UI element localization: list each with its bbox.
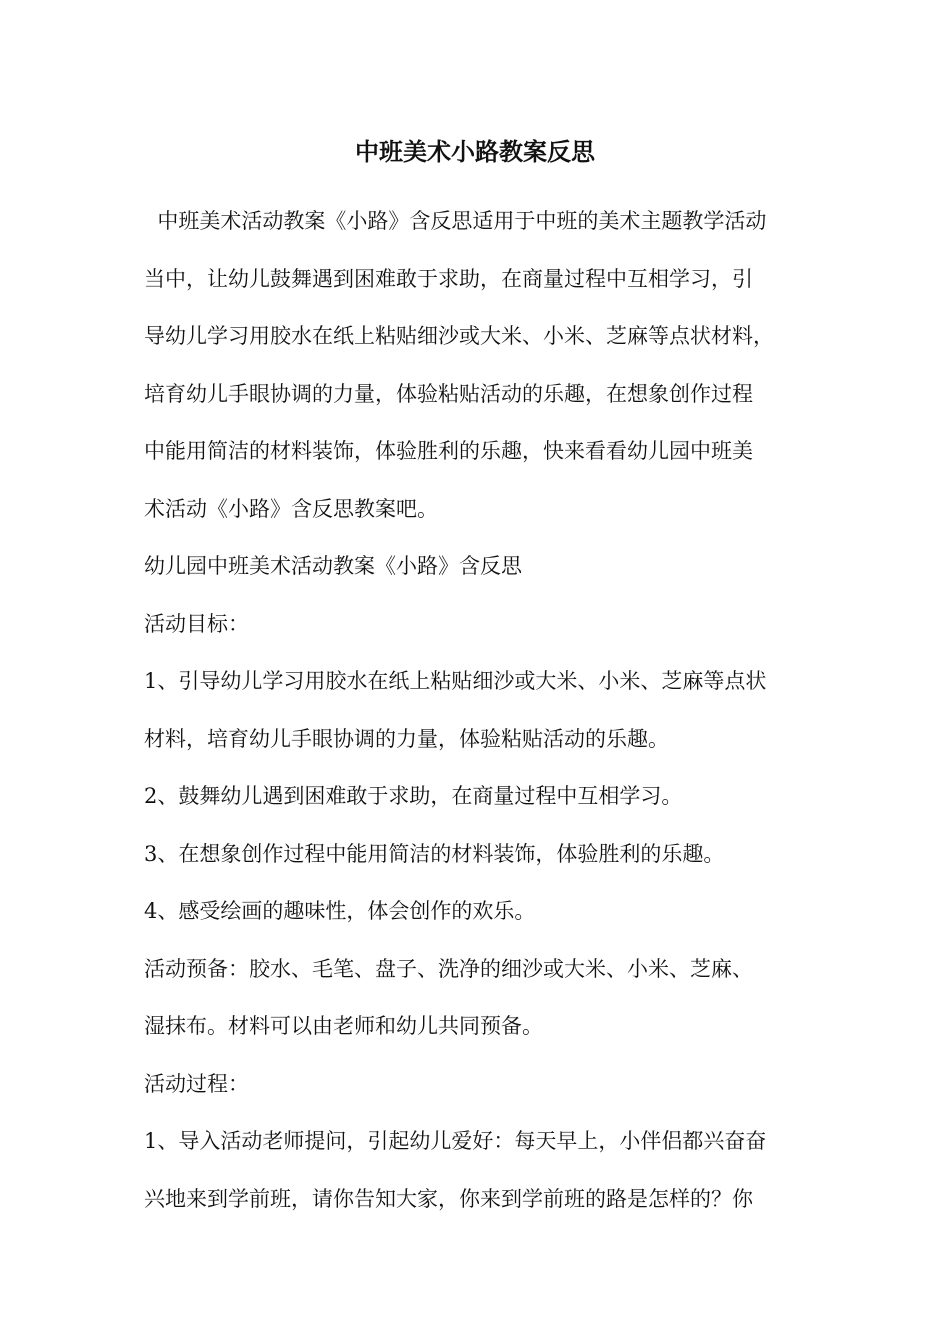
list-item-continued: 兴地来到学前班，请你告知大家，你来到学前班的路是怎样的？你 xyxy=(144,1186,753,1211)
list-item: 4、感受绘画的趣味性，体会创作的欢乐。 xyxy=(144,899,536,923)
list-item: 3、在想象创作过程中能用简洁的材料装饰，体验胜利的乐趣。 xyxy=(144,841,725,866)
list-item: 2、鼓舞幼儿遇到困难敢于求助，在商量过程中互相学习。 xyxy=(144,784,683,808)
document-body xyxy=(144,200,808,1235)
body-line: 湿抹布。材料可以由老师和幼儿共同预备。 xyxy=(144,1014,543,1038)
body-line: 导幼儿学习用胶水在纸上粘贴细沙或大米、小米、芝麻等点状材料， xyxy=(144,324,774,348)
body-line: 培育幼儿手眼协调的力量，体验粘贴活动的乐趣，在想象创作过程 xyxy=(144,381,753,406)
body-line: 中能用简洁的材料装饰，体验胜利的乐趣，快来看看幼儿园中班美 xyxy=(144,439,753,463)
body-line: 当中，让幼儿鼓舞遇到困难敢于求助，在商量过程中互相学习，引 xyxy=(144,266,753,291)
section-heading: 活动目标： xyxy=(144,611,249,636)
body-line: 术活动《小路》含反思教案吧。 xyxy=(144,496,438,521)
body-line: 活动预备：胶水、毛笔、盘子、洗净的细沙或大米、小米、芝麻、 xyxy=(144,956,753,981)
body-line: 中班美术活动教案《小路》含反思适用于中班的美术主题教学活动 xyxy=(144,209,767,233)
document-title: 中班美术小路教案反思 xyxy=(355,138,595,166)
section-heading: 幼儿园中班美术活动教案《小路》含反思 xyxy=(144,554,522,578)
section-heading: 活动过程： xyxy=(144,1071,249,1096)
list-item: 1、引导幼儿学习用胶水在纸上粘贴细沙或大米、小米、芝麻等点状 xyxy=(144,669,767,693)
list-item: 1、导入活动老师提问，引起幼儿爱好：每天早上，小伴侣都兴奋奋 xyxy=(144,1129,767,1153)
list-item-continued: 材料，培育幼儿手眼协调的力量，体验粘贴活动的乐趣。 xyxy=(144,726,669,751)
